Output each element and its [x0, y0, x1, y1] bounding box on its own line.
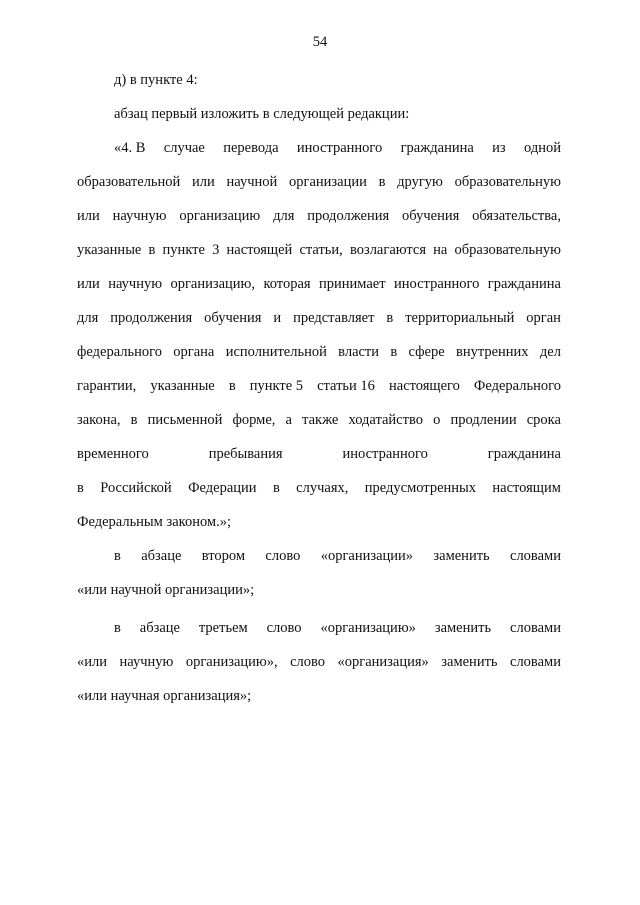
word: «или	[77, 654, 108, 670]
word: заменить	[441, 654, 498, 670]
word: «организацию»	[320, 620, 416, 636]
word: иностранного	[342, 446, 428, 462]
word: или	[77, 276, 100, 292]
word: словами	[510, 654, 561, 670]
word: 3	[212, 242, 220, 258]
word: третьем	[198, 620, 248, 636]
paragraph-1-line-7	[77, 343, 561, 361]
word: а	[285, 412, 292, 428]
word: настоящей	[226, 242, 293, 258]
word: втором	[201, 548, 246, 564]
word: Федерации	[188, 480, 257, 496]
line-2: абзац первый изложить в следующей редакции:	[114, 106, 410, 122]
word: на	[433, 242, 448, 258]
word: предусмотренных	[364, 480, 477, 496]
word: заменить	[434, 620, 492, 636]
word: организацию,	[170, 276, 256, 292]
word: иностранного	[296, 140, 383, 156]
word: Российской	[100, 480, 172, 496]
paragraph-1-line-4	[77, 241, 561, 259]
word: внутренних	[455, 344, 529, 360]
paragraph-1-line-12: Федеральным законом.»;	[77, 514, 232, 530]
word: из	[492, 140, 506, 156]
paragraph-1-line-5	[77, 275, 561, 293]
paragraph-3-line-3: «или научная организация»;	[77, 688, 252, 704]
word: абзаце	[141, 548, 182, 564]
word: власти	[338, 344, 380, 360]
word: словами	[510, 548, 561, 564]
word: в	[77, 480, 84, 496]
word: статьи,	[299, 242, 343, 258]
word: для	[273, 208, 295, 224]
paragraph-1-line-2	[77, 173, 561, 191]
paragraph-1-line-3	[77, 207, 561, 225]
word: временного	[77, 446, 149, 462]
word: в	[378, 174, 386, 190]
line-1: д) в пункте 4:	[114, 72, 198, 88]
paragraph-1-line-9	[77, 411, 561, 429]
word: иностранного	[393, 276, 480, 292]
word: указанные	[77, 242, 142, 258]
word: в	[272, 480, 280, 496]
word: случае	[163, 140, 205, 156]
word: пункте	[162, 242, 205, 258]
word: слово	[266, 620, 302, 636]
word: исполнительной	[225, 344, 327, 360]
paragraph-1-line-10	[77, 445, 561, 463]
paragraph-2-line-1	[114, 547, 561, 565]
word: для	[77, 310, 99, 326]
word: в	[386, 310, 394, 326]
word: указанные	[150, 378, 215, 394]
word: «4. В	[114, 140, 146, 156]
word: продолжения	[307, 208, 390, 224]
word: слово	[265, 548, 301, 564]
word: или	[77, 208, 100, 224]
word: абзаце	[139, 620, 180, 636]
paragraph-1-line-8	[77, 377, 561, 395]
word: ходатайство	[348, 412, 423, 428]
word: одной	[524, 140, 561, 156]
word: в	[130, 412, 138, 428]
word: статьи 16	[317, 378, 375, 394]
word: или	[192, 174, 215, 190]
word: обязательства,	[472, 208, 561, 224]
word: слово	[290, 654, 326, 670]
word: образовательной	[77, 174, 181, 190]
word: словами	[510, 620, 561, 636]
word: образовательную	[454, 174, 561, 190]
page-number: 54	[312, 34, 328, 50]
word: федерального	[77, 344, 162, 360]
word: продолжения	[110, 310, 193, 326]
paragraph-3-line-2	[77, 653, 561, 671]
word: другую	[397, 174, 443, 190]
word: обучения	[402, 208, 460, 224]
word: настоящим	[492, 480, 561, 496]
word: научной	[226, 174, 278, 190]
word: обучения	[204, 310, 262, 326]
word: научную	[108, 276, 163, 292]
word: представляет	[293, 310, 375, 326]
word: Федерального	[473, 378, 561, 394]
word: в	[114, 620, 121, 636]
word: пребывания	[208, 446, 283, 462]
word: сфере	[408, 344, 445, 360]
word: научную	[119, 654, 174, 670]
word: заменить	[433, 548, 490, 564]
word: в	[390, 344, 398, 360]
word: территориальный	[405, 310, 515, 326]
word: форме,	[232, 412, 276, 428]
word: продлении	[450, 412, 517, 428]
paragraph-1-line-11	[77, 479, 561, 497]
word: о	[433, 412, 441, 428]
word: пункте 5	[249, 378, 304, 394]
word: гражданина	[400, 140, 474, 156]
word: гражданина	[487, 446, 561, 462]
word: образовательную	[454, 242, 561, 258]
paragraph-1-line-1	[114, 139, 561, 157]
word: органа	[173, 344, 215, 360]
word: организацию	[179, 208, 261, 224]
word: которая	[263, 276, 311, 292]
word: в	[148, 242, 156, 258]
word: перевода	[223, 140, 279, 156]
word: в	[114, 548, 121, 564]
paragraph-1-line-6	[77, 309, 561, 327]
word: орган	[526, 310, 561, 326]
paragraph-3-line-1	[114, 619, 561, 637]
word: также	[302, 412, 339, 428]
word: дел	[539, 344, 561, 360]
word: письменной	[147, 412, 223, 428]
word: настоящего	[389, 378, 460, 394]
word: «организация»	[337, 654, 429, 670]
word: научную	[112, 208, 167, 224]
word: «организации»	[320, 548, 414, 564]
word: срока	[526, 412, 561, 428]
word: гарантии,	[77, 378, 137, 394]
word: в	[228, 378, 236, 394]
word: принимает	[318, 276, 386, 292]
word: организации	[289, 174, 367, 190]
word: и	[273, 310, 282, 326]
word: случаях,	[296, 480, 349, 496]
paragraph-2-line-2: «или научной организации»;	[77, 582, 255, 598]
word: закона,	[77, 412, 121, 428]
word: возлагаются	[349, 242, 427, 258]
word: гражданина	[487, 276, 561, 292]
word: организацию»,	[185, 654, 278, 670]
